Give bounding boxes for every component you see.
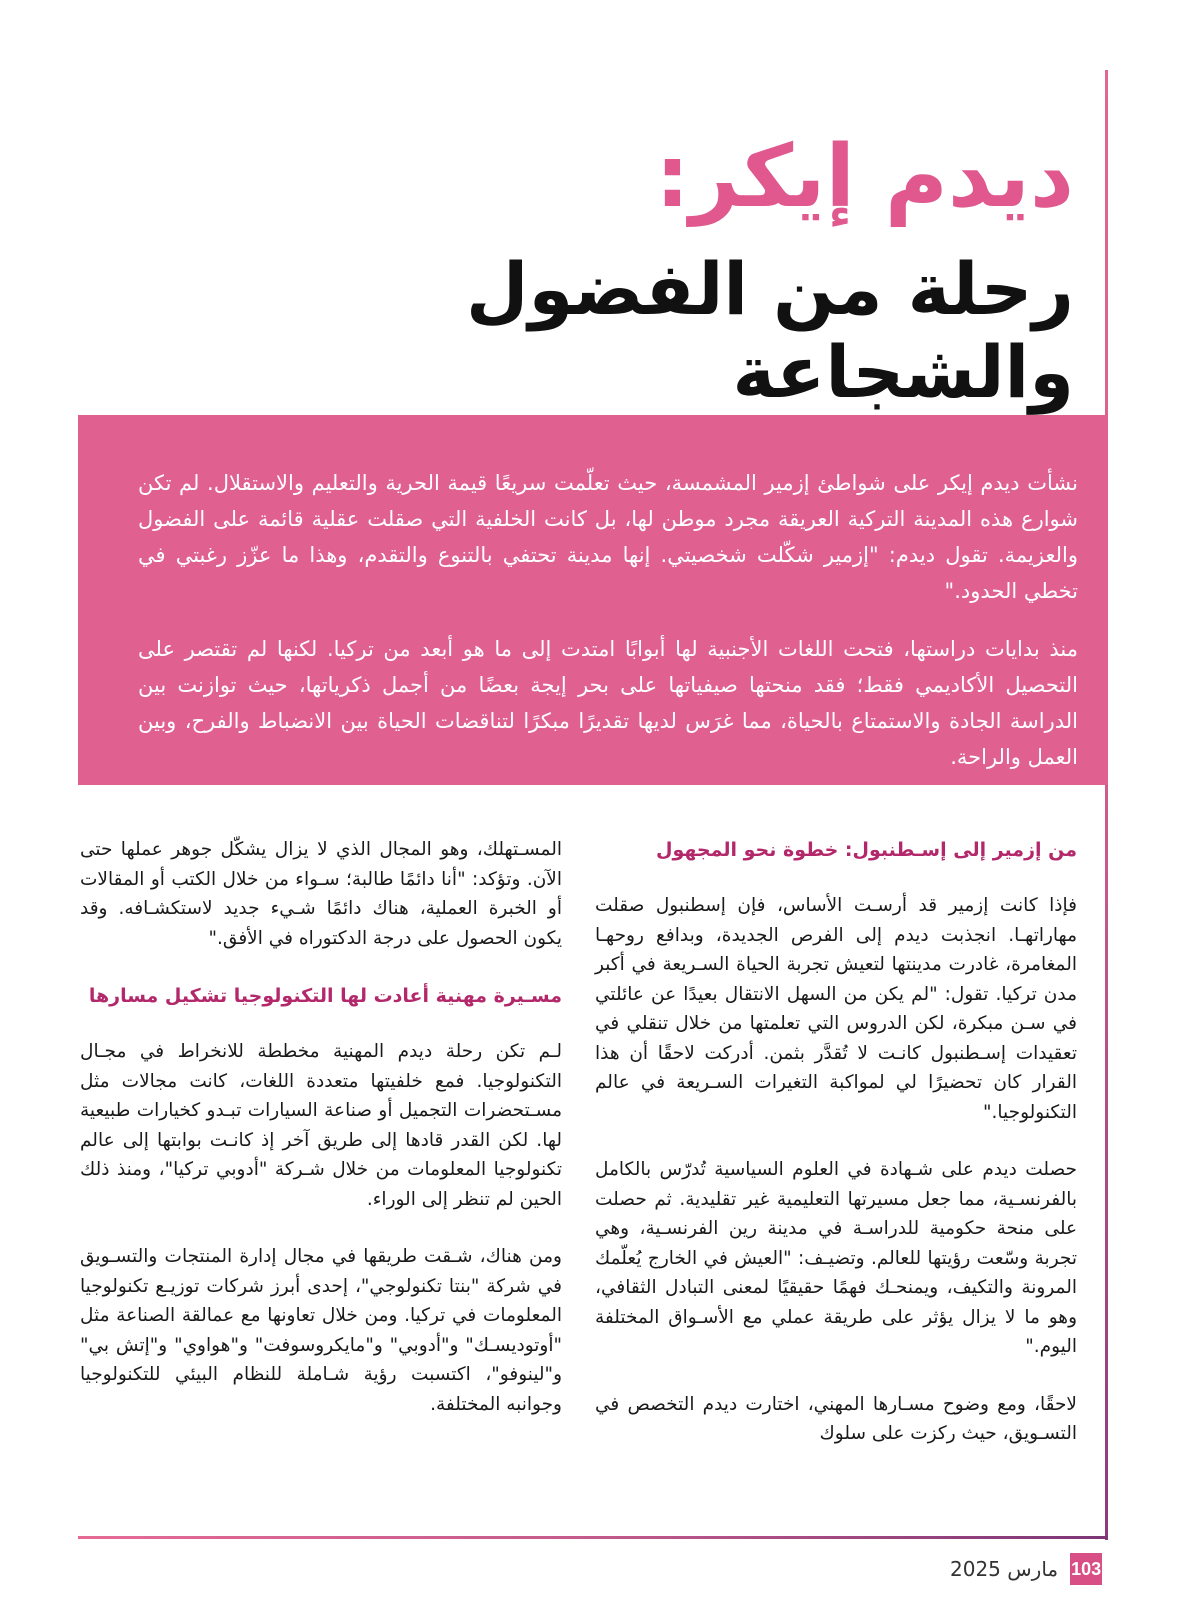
article-title-name: ديدم إيكر: <box>655 127 1074 227</box>
intro-box <box>78 415 1108 785</box>
right-divider-rule <box>1105 70 1108 1540</box>
body-paragraph: لـم تكن رحلة ديدم المهنية مخططة للانخراط في مجـال التكنولوجيا. فمع خلفيتها متعددة اللغات، كانت مجالات مثل مسـتحضرات التجميل أو صناعة السيارات تبـدو كخيارات طبيعية لها. لكن القدر قادها إلى طريق آخر إذ كانـت بوابتها إلى عالم تكنولوجيا المعلومات من خلال شـركة "أدوبي تركيا"، ومنذ ذلك الحين لم تنظر إلى الوراء. <box>80 1041 562 1210</box>
intro-paragraph-2: منذ بدايات دراستها، فتحت اللغات الأجنبية لها أبوابًا امتدت إلى ما هو أبعد من تركيا. لكنها لم تقتصر على التحصيل الأكاديمي فقط؛ فقد منحتها صيفياتها على بحر إيجة بعضًا من أجمل ذكرياتها، حيث توازنت بين الدراسة الجادة والاستمتاع بالحياة، مما غرَس لديها تقديرًا مبكرًا لتناقضات الحياة بين الانضباط والفرح، وبين العمل والراحة. <box>138 637 1078 769</box>
body-column-left <box>80 835 562 1447</box>
body-column-right <box>595 835 1077 1477</box>
body-paragraph: لاحقًا، ومع وضوح مسـارها المهني، اختارت ديدم التخصص في التسـويق، حيث ركزت على سلوك <box>595 1393 1077 1444</box>
page-number: 103 <box>1070 1553 1102 1585</box>
body-paragraph: المسـتهلك، وهو المجال الذي لا يزال يشكّل جوهر عملها حتى الآن. وتؤكد: "أنا دائمًا طالبة؛ سـواء من خلال الكتب أو المقالات أو الخبرة العملية، هناك دائمًا شـيء جديد لاستكشـافه. وقد يكون الحصول على درجة الدكتوراه في الأفق." <box>80 839 562 949</box>
body-paragraph: ومن هناك، شـقت طريقها في مجال إدارة المنتجات والتسـويق في شركة "بنتا تكنولوجي"، إحدى أبرز شركات توزيـع تكنولوجيا المعلومات في تركيا. ومن خلال تعاونها مع عمالقة الصناعة مثل "أوتوديسـك" و"أدوبي" و"مايكروسوفت" و"هواوي" و"إتش بي" و"لينوفو"، اكتسبت رؤية شـاملة للنظام البيئي للتكنولوجيا وجوانبه المختلفة. <box>80 1246 562 1415</box>
body-paragraph: حصلت ديدم على شـهادة في العلوم السياسية تُدرّس بالكامل بالفرنسـية، مما جعل مسيرتها التعليمية غير تقليدية. ثم حصلت على منحة حكومية للدراسـة في مدينة رين الفرنسـية، وهي تجربة وسّعت رؤيتها للعالم. وتضيـف: "العيش في الخارج يُعلّمك المرونة والتكيف، ويمنحـك فهمًا حقيقيًا لمعنى التبادل الثقافي، وهو ما لا يزال يؤثر على طريقة عملي مع الأسـواق المختلفة اليوم." <box>595 1159 1077 1357</box>
intro-paragraph-1: نشأت ديدم إيكر على شواطئ إزمير المشمسة، حيث تعلّمت سريعًا قيمة الحرية والتعليم والاستقلال. لم تكن شوارع هذه المدينة التركية العريقة مجرد موطن لها، بل كانت الخلفية التي صقلت عقلية قائمة على الفضول والعزيمة. تقول ديدم: "إزمير شكّلت شخصيتي. إنها مدينة تحتفي بالتنوع والتقدم، وهذا ما عزّز رغبتي في تخطي الحدود." <box>138 471 1078 603</box>
page-footer <box>950 1552 1102 1586</box>
bottom-divider-rule <box>78 1536 1108 1539</box>
body-paragraph: فإذا كانت إزمير قد أرسـت الأساس، فإن إسطنبول صقلت مهاراتهـا. انجذبت ديدم إلى الفرص الجديدة، وبدافع روحهـا المغامرة، غادرت مدينتها لتعيش تجربة الحياة السـريعة في أكبر مدن تركيا. تقول: "لم يكن من السهل الانتقال بعيدًا عن عائلتي في سـن مبكرة، لكن الدروس التي تعلمتها من خلال تنقلي في تعقيدات إسـطنبول كانـت لا تُقدَّر بثمن. أدركت لاحقًا أن هذا القرار كان تحضيرًا لي لمواكبة التغيرات السـريعة في عالم التكنولوجيا." <box>595 895 1077 1123</box>
article-title-subtitle: رحلة من الفضول والشجاعة <box>466 247 1074 414</box>
section-heading-career: مسـيرة مهنية أعادت لها التكنولوجيا تشكيل مسارها <box>88 985 562 1007</box>
section-heading-izmir-istanbul: من إزمير إلى إسـطنبول: خطوة نحو المجهول <box>655 839 1077 861</box>
issue-date: مارس 2025 <box>950 1557 1059 1581</box>
